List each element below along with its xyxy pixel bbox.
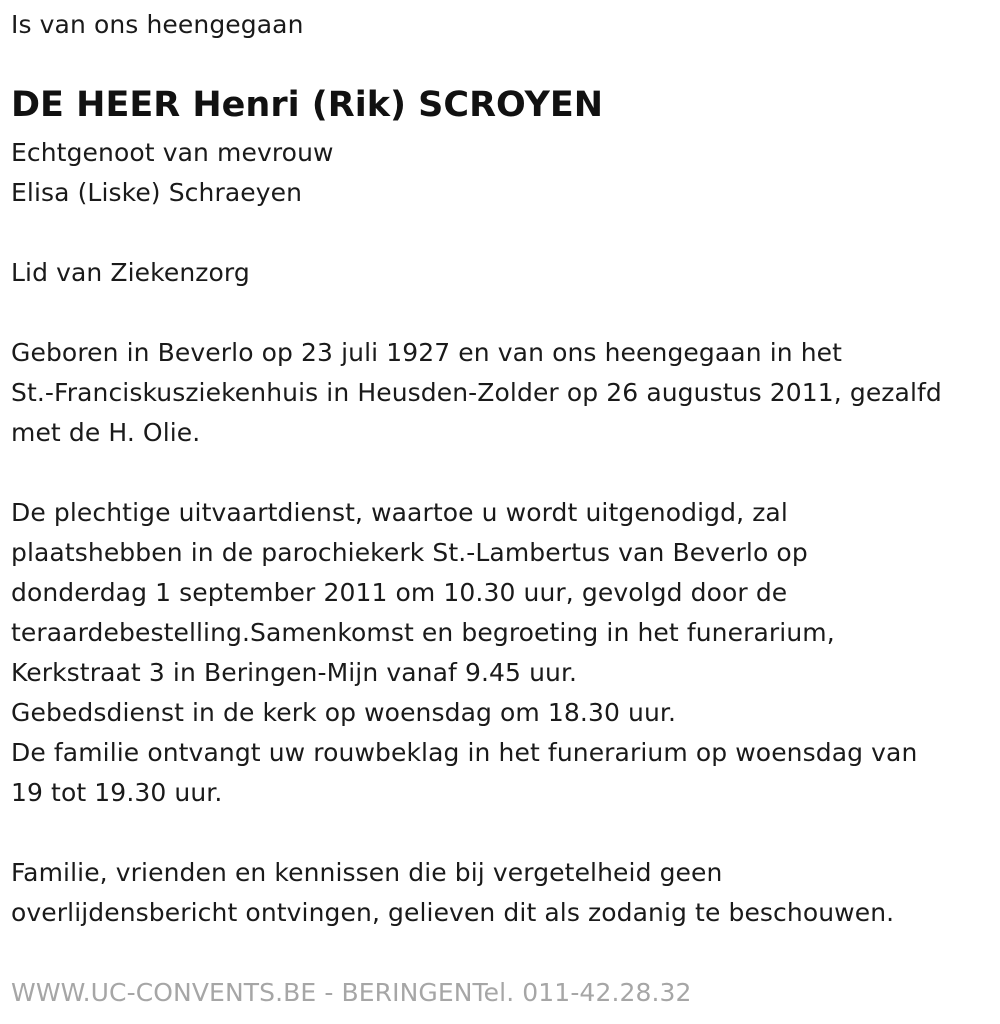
spouse-block bbox=[11, 133, 334, 213]
paragraph-line: donderdag 1 september 2011 om 10.30 uur, gevolgd door de bbox=[11, 578, 788, 607]
paragraph-line: 19 tot 19.30 uur. bbox=[11, 778, 223, 807]
paragraph-line: De plechtige uitvaartdienst, waartoe u wordt uitgenodigd, zal bbox=[11, 498, 788, 527]
footer-credit: WWW.UC-CONVENTS.BE - BERINGENTel. 011-42.28.32 bbox=[11, 978, 692, 1007]
spouse-line: Echtgenoot van mevrouw bbox=[11, 138, 334, 167]
paragraph-line: Familie, vrienden en kennissen die bij vergetelheid geen bbox=[11, 858, 723, 887]
paragraph-line: De familie ontvangt uw rouwbeklag in het funerarium op woensdag van bbox=[11, 738, 918, 767]
paragraph-line: Kerkstraat 3 in Beringen-Mijn vanaf 9.45 uur. bbox=[11, 658, 578, 687]
paragraph-line: plaatshebben in de parochiekerk St.-Lambertus van Beverlo op bbox=[11, 538, 808, 567]
intro-text: Is van ons heengegaan bbox=[11, 10, 304, 39]
closing-paragraph bbox=[11, 853, 986, 933]
paragraph-line: Gebedsdienst in de kerk op woensdag om 18.30 uur. bbox=[11, 698, 677, 727]
spouse-line: Elisa (Liske) Schraeyen bbox=[11, 178, 303, 207]
deceased-name: DE HEER Henri (Rik) SCROYEN bbox=[11, 85, 604, 125]
paragraph-line: teraardebestelling.Samenkomst en begroeting in het funerarium, bbox=[11, 618, 835, 647]
birth-death-paragraph bbox=[11, 333, 986, 453]
service-paragraph bbox=[11, 493, 986, 813]
membership-text: Lid van Ziekenzorg bbox=[11, 258, 250, 287]
paragraph-line: met de H. Olie. bbox=[11, 418, 201, 447]
paragraph-line: Geboren in Beverlo op 23 juli 1927 en van ons heengegaan in het bbox=[11, 338, 843, 367]
paragraph-line: St.-Franciskusziekenhuis in Heusden-Zolder op 26 augustus 2011, gezalfd bbox=[11, 378, 942, 407]
paragraph-line: overlijdensbericht ontvingen, gelieven dit als zodanig te beschouwen. bbox=[11, 898, 895, 927]
